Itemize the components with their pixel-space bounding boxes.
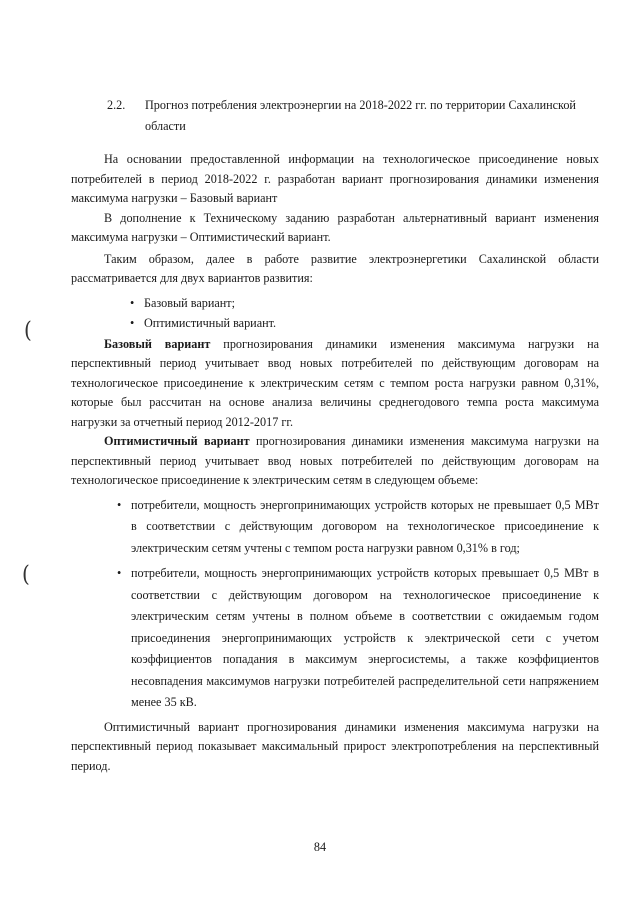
optimistic-variant-term: Оптимистичный вариант <box>104 434 250 448</box>
list-item: • потребители, мощность энергопринимающих устройств которых превышает 0,5 МВт в соответствии с действующим договором на технологическое присоединение к электрическим сетям учтены в полном объеме в соответствии с ожидаемым годом присоединения энергопринимающих устройств к электрической сети с учетом коэффициентов попадания в максимум энергосистемы, а также коэффициентов несовпадения максимумов нагрузки потребителей распределительной сети напряжением менее 35 кВ. <box>131 563 599 714</box>
bullet-icon: • <box>130 315 135 330</box>
list-item: • Оптимистичный вариант. <box>144 313 599 333</box>
base-variant-term: Базовый вариант <box>104 336 211 351</box>
paragraph-base-variant: Базовый вариант прогнозирования динамики изменения максимума нагрузки на перспективный период учитывает ввод новых потребителей по действующим договорам на технологическое присоединение к электрическим сетям с темпом роста нагрузки равном 0,31%, которые был рассчитан на основе анализа величины среднегодового темпа роста максимума нагрузки за отчетный период 2012-2017 гг. <box>71 336 600 429</box>
paragraph-3: Таким образом, далее в работе развитие электроэнергетики Сахалинской области рассматривается для двух вариантов развития: <box>71 251 599 285</box>
paragraph-1: На основании предоставленной информации на технологическое присоединение новых потребителей в период 2018-2022 г. разработан вариант прогнозирования динамики изменения максимума нагрузки – Базовый вариант <box>71 152 599 205</box>
page-number: 84 <box>313 840 327 854</box>
section-title-line1: Прогноз потребления электроэнергии на 2018-2022 гг. по территории Сахалинской <box>145 98 576 112</box>
list-item: • Базовый вариант; <box>144 293 599 313</box>
section-title-line2: области <box>145 119 186 133</box>
section-heading <box>107 95 597 137</box>
paragraph-2: В дополнение к Техническому заданию разработан альтернативный вариант изменения максимума нагрузки – Оптимистический вариант. <box>71 210 599 244</box>
scan-margin-mark: ( <box>24 316 32 344</box>
section-number: 2.2. <box>107 98 126 112</box>
consumers-list <box>71 495 599 714</box>
section-title <box>145 95 597 137</box>
body-text <box>71 150 599 776</box>
bullet-icon: • <box>117 566 122 580</box>
scan-margin-mark: ( <box>22 560 30 588</box>
paragraph-optimistic-variant: Оптимистичный вариант прогнозирования динамики изменения максимума нагрузки на перспективный период учитывает ввод новых потребителей по действующим договорам на технологическое присоединение к электрическим сетям в следующем объеме: <box>71 434 599 487</box>
variants-list <box>71 293 599 333</box>
list-item: • потребители, мощность энергопринимающих устройств которых не превышает 0,5 МВт в соответствии с действующим договором на технологическое присоединение к электрическим сетям учтены с темпом роста нагрузки равном 0,31% в год; <box>131 495 599 560</box>
paragraph-conclusion: Оптимистичный вариант прогнозирования динамики изменения максимума нагрузки на перспективный период показывает максимальный прирост электропотребления на перспективный период. <box>71 719 599 773</box>
bullet-icon: • <box>130 295 135 310</box>
bullet-icon: • <box>117 497 122 512</box>
